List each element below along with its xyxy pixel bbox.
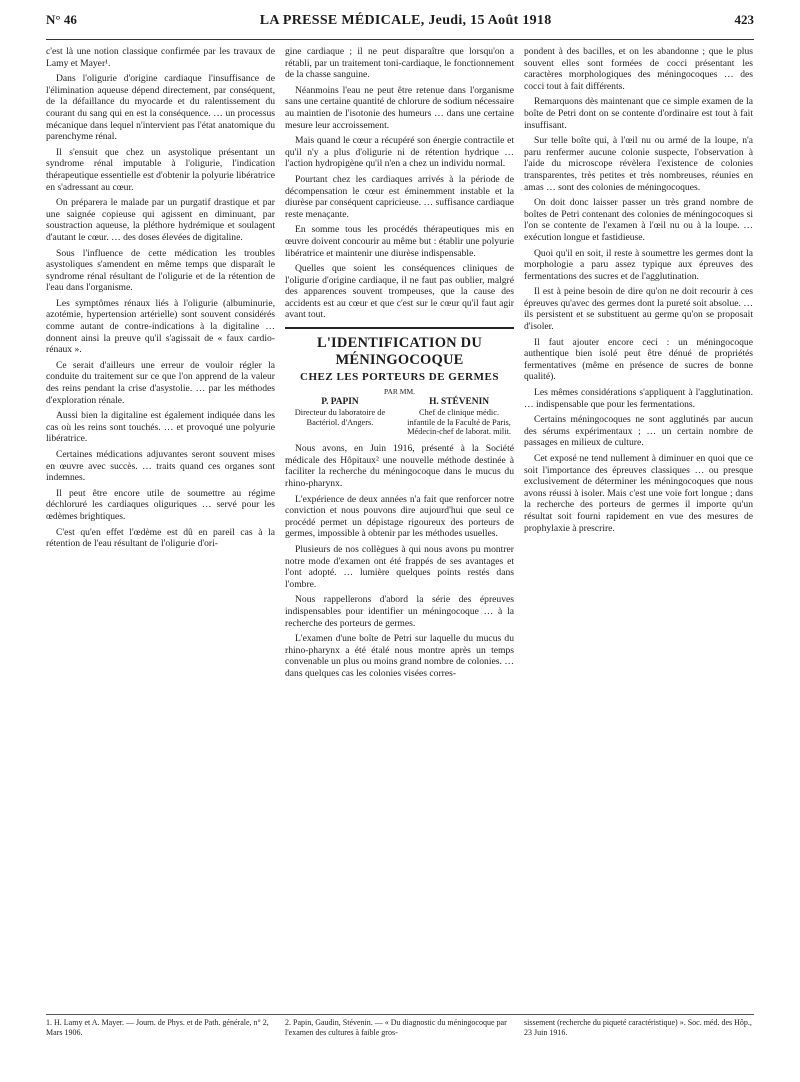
paragraph: pondent à des bacilles, et on les abandonne ; que le plus souvent elles sont formées de cocci présentant les caractères morphologiques des méningocoques … des cocci tout à fait différents. [524,46,753,92]
author-name: H. STÉVENIN [429,397,489,408]
paragraph: Sur telle boîte qui, à l'œil nu ou armé de la loupe, n'a paru renfermer aucune colonie suspecte, l'observation à l'aide du microscope révèlera l'existence de colonies transparentes, très petites et très nombreuses, réunies en amas … sont des colonies de méningocoques. [524,135,753,193]
author-role: Directeur du laboratoire de Bactériol. d'Angers. [294,407,386,427]
column-1 [46,46,275,1006]
paragraph: c'est là une notion classique confirmée par les travaux de Lamy et Mayer¹. [46,46,275,69]
paragraph: Pourtant chez les cardiaques arrivés à la période de décompensation le cœur est éminemment instable et la diurèse par conséquent capricieuse. … suffisance cardiaque reste menaçante. [285,173,514,220]
footnote-2-continued: sissement (recherche du piqueté caractéristique) ». Soc. méd. des Hôp., 23 Juin 1916. [524,1018,752,1037]
paragraph: Il faut ajouter encore ceci : un méningocoque authentique bien isolé peut être dénué de propriétés fermentatives (même en présence de sucres de bonne qualité). [524,336,753,383]
column-2 [285,46,514,1006]
author-name: P. PAPIN [321,397,359,408]
text-columns [46,46,754,1006]
paragraph: Nous avons, en Juin 1916, présenté à la Société médicale des Hôpitaux² une nouvelle méthode destinée à faciliter la recherche du méningocoque dans le mucus du rhino-pharynx. [285,443,514,490]
article-title: L'IDENTIFICATION DU MÉNINGOCOQUE [316,335,483,369]
paragraph: Certaines médications adjuvantes seront souvent mises en œuvre avec succès. … traits quand ces organes sont indemnes. [46,449,275,484]
paragraph: En somme tous les procédés thérapeutiques mis en œuvre doivent concourir au même but : établir une polyurie libératrice et maintenir une diurèse indispensable. [285,224,514,259]
paragraph: Mais quand le cœur a récupéré son énergie contractile et qu'il n'y a plus d'oligurie ni de rétention hydrique … l'action hydropigène qu'il n'en a chez un individu normal. [285,135,514,170]
paragraph: Certains méningocoques ne sont agglutinés par aucun des sérums expérimentaux ; … un certain nombre de passages en milieux de culture. [524,414,753,449]
author-2 [404,398,514,437]
paragraph: Il est à peine besoin de dire qu'on ne doit recourir à ces épreuves qu'avec des germes dont la pureté soit absolue. … ils persistent et se substituent au germe qu'on se proposait d'isoler. [524,286,753,333]
paragraph: gine cardiaque ; il ne peut disparaître que lorsqu'on a rétabli, par un traitement toni-cardiaque, le fonctionnement de la chasse sanguine. [285,46,514,81]
authors [285,398,514,437]
paragraph: Il peut être encore utile de soumettre au régime déchloruré les cardiaques oliguriques … servé pour les œdèmes brightiques. [46,487,275,522]
paragraph: Néanmoins l'eau ne peut être retenue dans l'organisme sans une certaine quantité de chlorure de sodium nécessaire au maintien de l'isotonie des humeurs … dans une certaine mesure leur accroissement. [285,84,514,131]
page-header [46,12,754,40]
paragraph: L'expérience de deux années n'a fait que renforcer notre conviction et nous pouvons dire aujourd'hui que seul ce procédé permet un dépistage rigoureux des porteurs de germes, impossible à obtenir par les méthodes usuelles. [285,493,514,540]
paragraph: Aussi bien la digitaline est également indiquée dans les cas où les reins sont touchés. … et provoqué une polyurie libératrice. [46,410,275,445]
paragraph: Quoi qu'il en soit, il reste à soumettre les germes dont la morphologie a paru assez typique aux épreuves des fermentations des sucres et de l'agglutination. [524,247,753,282]
paragraph: Les mêmes considérations s'appliquent à l'agglutination. … indispensable que pour les fermentations. [524,387,753,410]
paragraph: Quelles que soient les conséquences cliniques de l'oligurie d'origine cardiaque, il ne faut pas oublier, malgré des apparences souvent trompeuses, que la cause des accidents est au cœur et que c'est sur le cœur qu'il faut agir avant tout. [285,263,514,321]
paragraph: Ce serait d'ailleurs une erreur de vouloir régler la conduite du traitement sur ce que l'on apprend de la valeur des reins pendant la crise d'asystolie. … par les méthodes d'exploration rénale. [46,359,275,406]
paragraph: On doit donc laisser passer un très grand nombre de boîtes de Petri contenant des colonies de méningocoques si l'on se contente de l'examen à l'œil nu ou à la loupe. … exécution longue et fastidieuse. [524,197,753,243]
paragraph: Il s'ensuit que chez un asystolique présentant un syndrome rénal imputable à l'oligurie, l'indication thérapeutique essentielle est d'obtenir la polyurie libératrice en s'adressant au cœur. [46,146,275,193]
paragraph: Dans l'oligurie d'origine cardiaque l'insuffisance de l'élimination aqueuse dépend directement, par conséquent, de la défaillance du myocarde et du ralentissement du courant du sang qui en est la conséquence. … un processus mécanique dans lequel n'intervient pas l'état anatomique du parenchyme rénal. [46,73,275,143]
paragraph: On préparera le malade par un purgatif drastique et par une saignée copieuse qui agissent en diminuant, par soustraction aqueuse, la pléthore hydrémique et soulagent d'autant le cœur. … des doses élevées de digitaline. [46,197,275,243]
journal-title: LA PRESSE MÉDICALE, Jeudi, 15 Août 1918 [259,13,552,28]
issue-number: N° 46 [46,12,77,27]
column-3 [524,46,753,1006]
paragraph: C'est qu'en effet l'œdème est dû en pareil cas à la rétention de l'eau résultant de l'oligurie d'ori- [46,526,275,550]
footnotes [46,1014,754,1062]
paragraph: Remarquons dès maintenant que ce simple examen de la boîte de Petri dont on se contente d'ordinaire est tout à fait insuffisant. [524,96,753,131]
page-number: 423 [734,12,754,27]
paragraph: Les symptômes rénaux liés à l'oligurie (albuminurie, azotémie, hypertension artérielle) sont souvent considérés comme autant de contre-indications à la digitaline … donnent ainsi la preuve qu'il s'agissait de « faux cardio-rénaux ». [46,297,275,356]
article-heading [285,327,514,396]
paragraph: Cet exposé ne tend nullement à diminuer en quoi que ce soit l'importance des épreuves classiques … ou presque exclusivement de déterminer les méningocoques que nous avons réussi à isoler. Mais c'est une voie fort longue ; dans la recherche des porteurs de germes il importe qu'un résultat soit fourni rapidement en vue des mesures de prophylaxie à prescrire. [524,453,753,534]
paragraph: Sous l'influence de cette médication les troubles asystoliques s'amendent en même temps que disparaît le syndrome rénal résultant de l'oligurie et de la rétention de l'eau dans l'organisme. [46,247,275,294]
paragraph: Plusieurs de nos collègues à qui nous avons pu montrer notre mode d'examen ont été frappés de ses avantages et l'ont adopté. … lumière quelques points restés dans l'ombre. [285,544,514,590]
footnote-2: 2. Papin, Gaudin, Stévenin. — « Du diagnostic du méningocoque par l'examen des cultures à faible gros- [285,1018,507,1037]
author-role: Chef de clinique médic. infantile de la Faculté de Paris, Médecin-chef de laborat. milit. [407,407,512,437]
by-line: PAR MM. [384,387,415,397]
paragraph: L'examen d'une boîte de Petri sur laquelle du mucus du rhino-pharynx a été étalé nous montre après un temps convenable un plus ou moins grand nombre de colonies. … dans quelques cas les colonies visées corres- [285,633,514,679]
footnote-1: 1. H. Lamy et A. Mayer. — Journ. de Phys. et de Path. générale, n° 2, Mars 1906. [46,1018,269,1037]
paragraph: Nous rappellerons d'abord la série des épreuves indispensables pour identifier un méningocoque … à la recherche des porteurs de germes. [285,594,514,629]
author-1 [285,398,395,437]
article-subtitle: CHEZ LES PORTEURS DE GERMES [300,371,499,384]
